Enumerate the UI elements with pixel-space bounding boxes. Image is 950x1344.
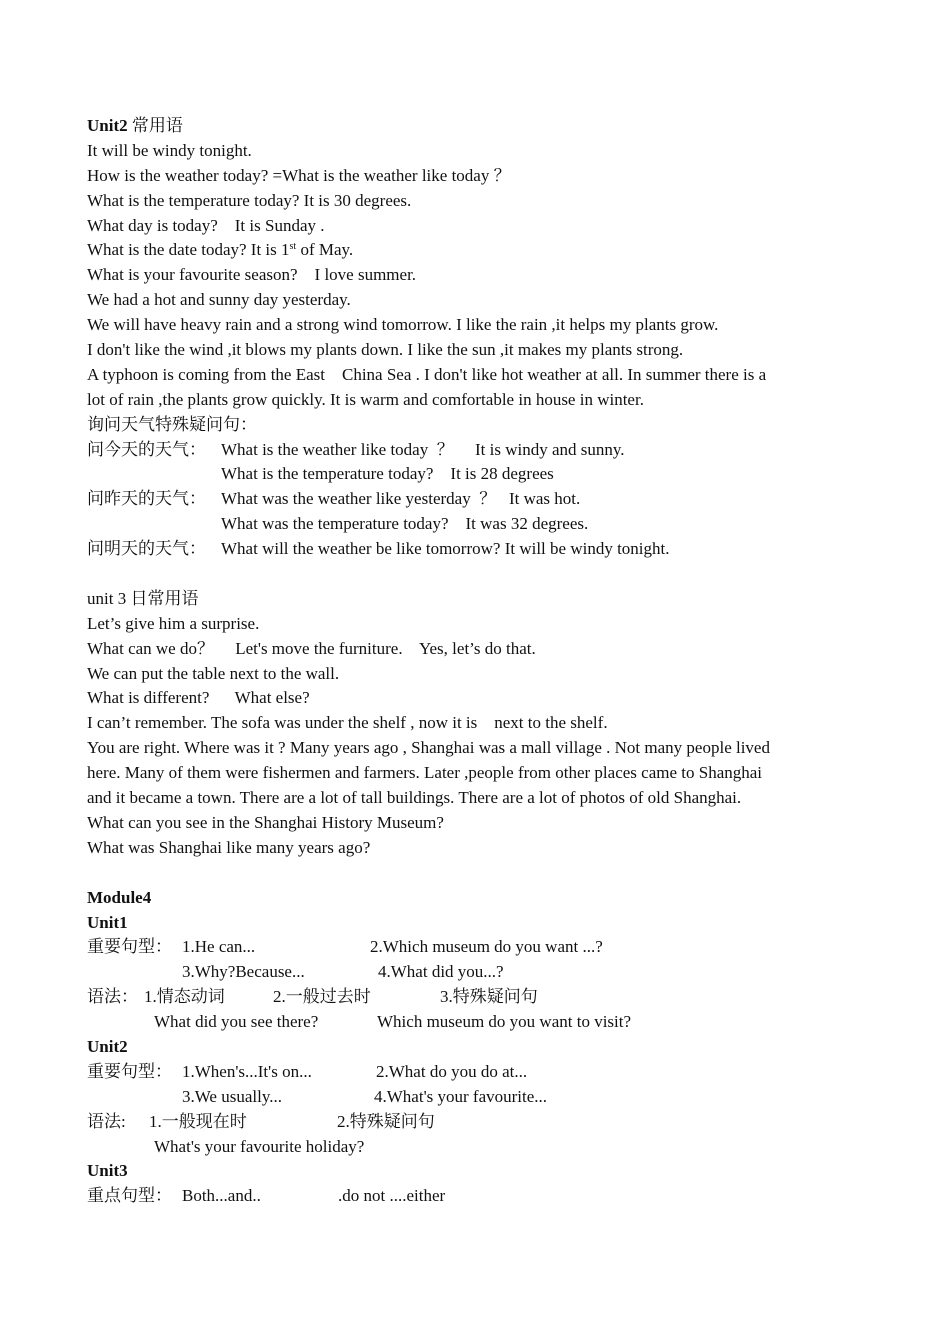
unit3-line: and it became a town. There are a lot of tall buildings. There are a lot of photos of old Shanghai. <box>87 788 742 808</box>
spacer <box>87 861 887 886</box>
example-sentence: What's your favourite holiday? <box>154 1136 365 1156</box>
unit3-key-sentences-row <box>87 1184 887 1209</box>
unit1-sentences-row1 <box>87 935 887 960</box>
grammar-item: 1.情态动词 <box>144 987 225 1007</box>
weather-label: 问今天的天气： <box>87 439 206 459</box>
grammar-item: 2.一般过去时 <box>273 987 371 1007</box>
document-page <box>87 114 887 1209</box>
grammar-item: 2.特殊疑问句 <box>337 1111 435 1131</box>
unit2-heading <box>87 114 887 139</box>
weather-row-tomorrow <box>87 537 887 562</box>
unit3-line: Let’s give him a surprise. <box>87 613 260 633</box>
unit3-line: What can we do？ Let's move the furniture. Yes, let’s do that. <box>87 638 536 658</box>
unit3-line: here. Many of them were fishermen and farmers. Later ,people from other places came to Shanghai <box>87 763 763 783</box>
sentence-item: 4.What did you...? <box>378 962 504 982</box>
weather-questions-heading: 询问天气特殊疑问句： <box>87 414 257 434</box>
sentence-item: 1.He can... <box>182 937 256 957</box>
date-line-sup: st <box>289 241 297 253</box>
unit2-sentences-row1 <box>87 1060 887 1085</box>
example-sentence: Which museum do you want to visit? <box>377 1012 632 1032</box>
unit2-line: How is the weather today? =What is the weather like today ？ <box>87 165 511 185</box>
unit1-grammar-row <box>87 985 887 1010</box>
unit2-line: lot of rain ,the plants grow quickly. It is warm and comfortable in house in winter. <box>87 389 644 409</box>
unit2-grammar-row <box>87 1110 887 1135</box>
unit3-line: What is different? What else? <box>87 688 310 708</box>
sentence-item: 2.What do you do at... <box>376 1061 528 1081</box>
unit2-date-line <box>87 238 887 263</box>
sentence-item: 3.Why?Because... <box>182 962 305 982</box>
weather-text: What was the temperature today? It was 32 degrees. <box>221 514 589 534</box>
sentence-label: 重点句型： <box>87 1186 172 1206</box>
unit3-line: I can’t remember. The sofa was under the shelf , now it is next to the shelf. <box>87 713 608 733</box>
sentence-item: Both...and.. <box>182 1186 261 1206</box>
unit3-line: What was Shanghai like many years ago? <box>87 837 371 857</box>
module4-unit2-heading: Unit2 <box>87 1036 128 1056</box>
sentence-item: 2.Which museum do you want ...? <box>370 937 603 957</box>
weather-row-yesterday-temp <box>87 512 887 537</box>
weather-row-today <box>87 438 887 463</box>
example-sentence: What did you see there? <box>154 1012 319 1032</box>
weather-text: What will the weather be like tomorrow? It will be windy tonight. <box>221 539 670 559</box>
sentence-item: 1.When's...It's on... <box>182 1061 312 1081</box>
sentence-item: 4.What's your favourite... <box>374 1086 548 1106</box>
unit2-line: What is the temperature today? It is 30 degrees. <box>87 190 412 210</box>
weather-row-today-temp <box>87 462 887 487</box>
unit3-line: What can you see in the Shanghai History Museum? <box>87 812 444 832</box>
unit2-line: We had a hot and sunny day yesterday. <box>87 290 351 310</box>
unit2-heading-cn: 常用语 <box>127 116 183 135</box>
unit3-line: You are right. Where was it ? Many years ago , Shanghai was a mall village . Not many people lived <box>87 738 770 758</box>
unit2-heading-en: Unit2 <box>87 116 128 135</box>
grammar-item: 1.一般现在时 <box>149 1111 247 1131</box>
unit2-example-row <box>87 1135 887 1160</box>
unit1-example-row <box>87 1010 887 1035</box>
unit3-heading: unit 3 日常用语 <box>87 588 199 608</box>
unit2-sentences-row2 <box>87 1085 887 1110</box>
unit2-line: A typhoon is coming from the East China Sea . I don't like hot weather at all. In summer there is a <box>87 364 767 384</box>
weather-label: 问明天的天气： <box>87 539 206 559</box>
grammar-label: 语法： <box>87 987 138 1007</box>
sentence-item: 3.We usually... <box>182 1086 282 1106</box>
unit2-line: I don't like the wind ,it blows my plants down. I like the sun ,it makes my plants strong. <box>87 340 684 360</box>
sentence-label: 重要句型： <box>87 937 172 957</box>
unit3-line: We can put the table next to the wall. <box>87 663 340 683</box>
unit2-line: What day is today? It is Sunday . <box>87 215 325 235</box>
weather-label: 问昨天的天气： <box>87 489 206 509</box>
unit2-line: We will have heavy rain and a strong wind tomorrow. I like the rain ,it helps my plants grow. <box>87 315 719 335</box>
unit2-line: What is your favourite season? I love summer. <box>87 265 417 285</box>
weather-row-yesterday <box>87 487 887 512</box>
weather-text: What is the weather like today ？ It is windy and sunny. <box>221 439 625 459</box>
grammar-item: 3.特殊疑问句 <box>440 987 538 1007</box>
weather-text: What was the weather like yesterday ？ It was hot. <box>221 489 581 509</box>
module4-unit1-heading: Unit1 <box>87 912 128 932</box>
grammar-label: 语法: <box>87 1111 126 1131</box>
unit1-sentences-row2 <box>87 960 887 985</box>
sentence-label: 重要句型： <box>87 1061 172 1081</box>
spacer <box>87 562 887 587</box>
sentence-item: .do not ....either <box>338 1186 446 1206</box>
weather-text: What is the temperature today? It is 28 degrees <box>221 464 554 484</box>
module4-heading: Module4 <box>87 887 152 907</box>
date-line-before: What is the date today? It is 1 <box>87 240 290 260</box>
date-line-after: of May. <box>296 240 354 260</box>
module4-unit3-heading: Unit3 <box>87 1161 128 1181</box>
unit2-line: It will be windy tonight. <box>87 140 252 160</box>
